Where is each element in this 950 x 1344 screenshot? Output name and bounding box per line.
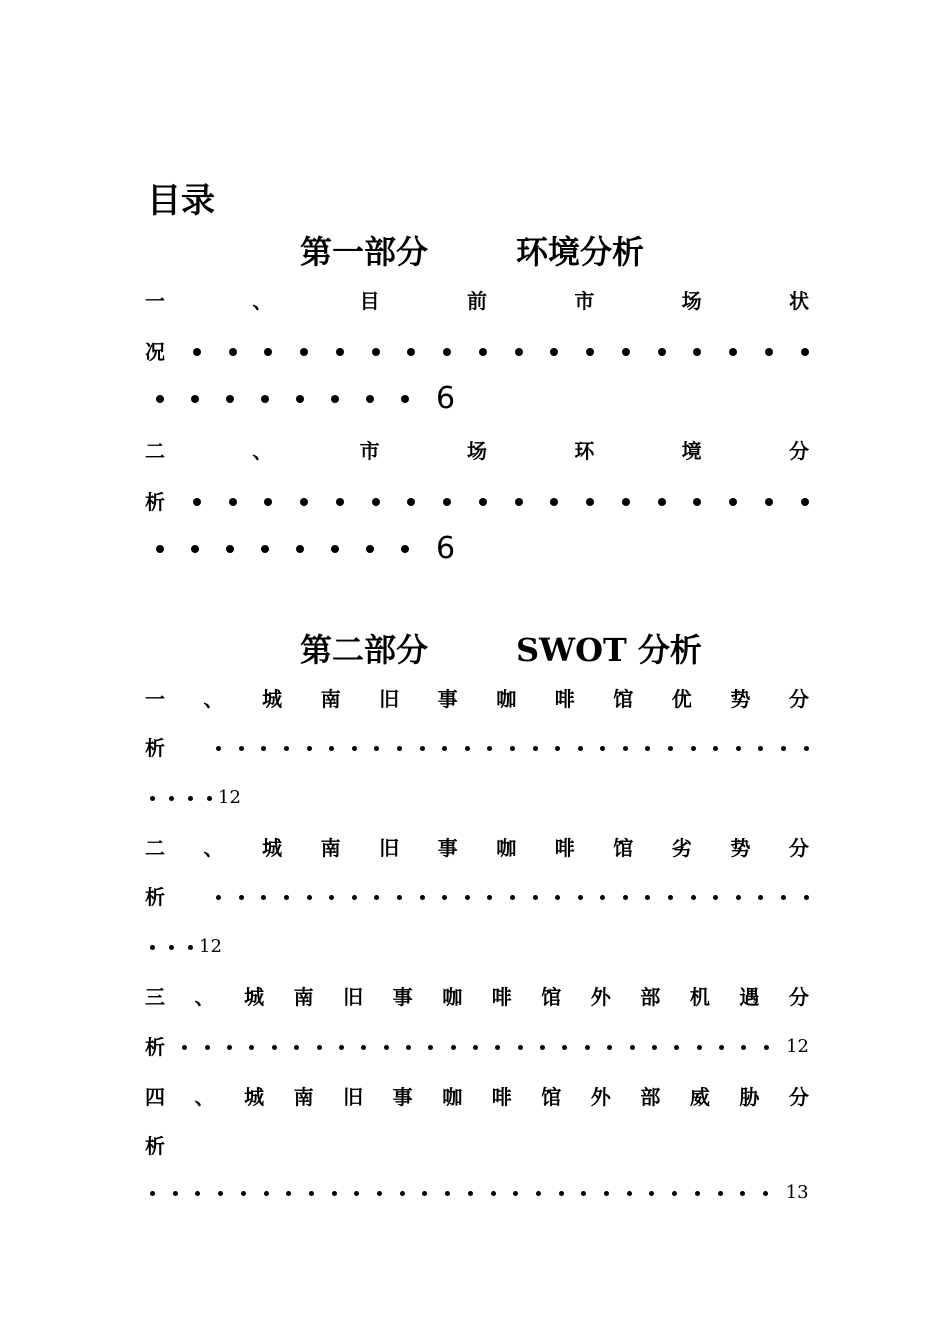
toc-char: 优 bbox=[671, 687, 692, 711]
toc-entry-1-1[interactable] bbox=[145, 286, 809, 316]
leader-dot bbox=[169, 796, 174, 801]
leader-dot bbox=[604, 1191, 609, 1196]
toc-char: 市 bbox=[359, 439, 380, 463]
toc-char: 咖 bbox=[496, 836, 517, 860]
leader-dot bbox=[372, 498, 380, 506]
leader-dot bbox=[781, 746, 786, 751]
toc-char: 咖 bbox=[442, 1085, 463, 1109]
toc-char: 馆 bbox=[613, 687, 634, 711]
leader-dot bbox=[465, 746, 470, 751]
leader-dot bbox=[191, 395, 199, 403]
leader-dot bbox=[562, 1045, 567, 1050]
leader-dot bbox=[300, 498, 308, 506]
toc-char: 境 bbox=[681, 439, 702, 463]
leader-dot bbox=[264, 348, 272, 356]
leader-dot bbox=[422, 1191, 427, 1196]
toc-char: 南 bbox=[293, 1085, 314, 1109]
leader-dot bbox=[261, 545, 269, 553]
leader-dot bbox=[510, 895, 515, 900]
leader-dot bbox=[317, 1045, 322, 1050]
leader-dot bbox=[354, 1191, 359, 1196]
leader-dot bbox=[479, 498, 487, 506]
toc-char: 部 bbox=[640, 1085, 661, 1109]
toc-char: 场 bbox=[466, 439, 487, 463]
leader-dot bbox=[193, 348, 201, 356]
leader-dot bbox=[555, 895, 560, 900]
toc-char: 势 bbox=[730, 836, 751, 860]
leader-dot bbox=[331, 395, 339, 403]
leader-dot bbox=[581, 1191, 586, 1196]
leader-dot bbox=[226, 545, 234, 553]
leader-dot bbox=[473, 1045, 478, 1050]
leader-dot bbox=[713, 895, 718, 900]
leader-dot bbox=[533, 746, 538, 751]
leader-dot bbox=[229, 348, 237, 356]
toc-char: 外 bbox=[590, 985, 611, 1009]
leader-dot bbox=[736, 746, 741, 751]
leader-dot bbox=[300, 348, 308, 356]
leader-dot bbox=[442, 746, 447, 751]
leader-dot bbox=[366, 395, 374, 403]
toc-char: 馆 bbox=[541, 1085, 562, 1109]
toc-char: 城 bbox=[244, 985, 265, 1009]
leader-dot bbox=[336, 498, 344, 506]
toc-char: 胁 bbox=[739, 1085, 760, 1109]
part1-heading bbox=[300, 230, 644, 274]
toc-entry-2-1[interactable] bbox=[145, 684, 809, 714]
toc-char: 析 bbox=[145, 1035, 165, 1059]
leader-dot bbox=[801, 498, 809, 506]
leader-dot bbox=[329, 746, 334, 751]
leader-dot bbox=[406, 1045, 411, 1050]
toc-char: 市 bbox=[574, 289, 595, 313]
leader-dot bbox=[261, 395, 269, 403]
toc-leader-row bbox=[145, 487, 809, 517]
leader-dot bbox=[226, 395, 234, 403]
leader-dot bbox=[658, 498, 666, 506]
leader-dot bbox=[451, 1045, 456, 1050]
toc-char: 啡 bbox=[491, 1085, 512, 1109]
leader-dot bbox=[205, 1045, 210, 1050]
leader-dot bbox=[169, 945, 174, 950]
leader-dot bbox=[420, 895, 425, 900]
leader-dot bbox=[510, 746, 515, 751]
leader-dot bbox=[623, 895, 628, 900]
leader-dot bbox=[764, 1045, 769, 1050]
leader-dot bbox=[261, 746, 266, 751]
page-number: 12 bbox=[199, 936, 222, 957]
toc-leader-row bbox=[145, 1032, 809, 1062]
toc-char: 遇 bbox=[739, 985, 760, 1009]
leader-dot bbox=[331, 545, 339, 553]
leader-dot bbox=[193, 498, 201, 506]
leader-dot bbox=[801, 348, 809, 356]
leader-dot bbox=[668, 895, 673, 900]
leader-dot bbox=[188, 796, 193, 801]
leader-dot bbox=[622, 348, 630, 356]
leader-dot bbox=[239, 895, 244, 900]
leader-dot bbox=[693, 498, 701, 506]
leader-dot bbox=[550, 348, 558, 356]
leader-dot bbox=[264, 498, 272, 506]
leader-dot bbox=[518, 1045, 523, 1050]
leader-dot bbox=[586, 498, 594, 506]
leader-dot bbox=[658, 348, 666, 356]
toc-leader-row bbox=[156, 382, 455, 416]
leader-dot bbox=[804, 746, 809, 751]
leader-dot bbox=[241, 1191, 246, 1196]
leader-dot bbox=[443, 348, 451, 356]
leader-dot bbox=[366, 545, 374, 553]
toc-leader-row bbox=[145, 882, 809, 912]
leader-dot bbox=[691, 895, 696, 900]
leader-dot bbox=[296, 395, 304, 403]
leader-dot bbox=[495, 1045, 500, 1050]
toc-char: 环 bbox=[574, 439, 595, 463]
leader-dot bbox=[765, 498, 773, 506]
toc-title: 目录 bbox=[147, 181, 215, 221]
leader-dot bbox=[188, 945, 193, 950]
leader-dot bbox=[559, 1191, 564, 1196]
toc-leader-row bbox=[150, 1181, 809, 1205]
leader-dot bbox=[729, 498, 737, 506]
toc-entry-2-3[interactable] bbox=[145, 982, 809, 1012]
page-number: 6 bbox=[436, 381, 456, 416]
leader-dot bbox=[645, 895, 650, 900]
toc-char: 啡 bbox=[554, 836, 575, 860]
leader-dot bbox=[401, 545, 409, 553]
leader-dot bbox=[468, 1191, 473, 1196]
leader-dot bbox=[672, 1191, 677, 1196]
page-number: 12 bbox=[218, 787, 241, 808]
toc-char: 、 bbox=[203, 687, 224, 711]
leader-dot bbox=[695, 1191, 700, 1196]
leader-dot bbox=[182, 1045, 187, 1050]
toc-leader-row bbox=[145, 337, 809, 367]
toc-char: 城 bbox=[244, 1085, 265, 1109]
toc-char: 一 bbox=[145, 289, 165, 313]
toc-leader-row bbox=[145, 733, 809, 763]
toc-char: 旧 bbox=[379, 687, 400, 711]
leader-dot bbox=[445, 1191, 450, 1196]
leader-dot bbox=[156, 395, 164, 403]
toc-char: 南 bbox=[320, 836, 341, 860]
toc-char: 南 bbox=[320, 687, 341, 711]
toc-entry-1-2[interactable] bbox=[145, 436, 809, 466]
toc-char: 啡 bbox=[491, 985, 512, 1009]
part2-heading bbox=[300, 628, 702, 672]
part1-label: 第一部分 bbox=[300, 233, 429, 271]
leader-dot bbox=[729, 348, 737, 356]
leader-dot bbox=[264, 1191, 269, 1196]
toc-entry-2-4[interactable] bbox=[145, 1082, 809, 1112]
toc-char: 场 bbox=[681, 289, 702, 313]
leader-dot bbox=[533, 895, 538, 900]
leader-dot bbox=[218, 1191, 223, 1196]
leader-dot bbox=[649, 1191, 654, 1196]
toc-char: 威 bbox=[689, 1085, 710, 1109]
leader-dot bbox=[286, 1191, 291, 1196]
leader-dot bbox=[555, 746, 560, 751]
part2-label: 第二部分 bbox=[300, 631, 429, 669]
leader-dot bbox=[740, 1191, 745, 1196]
toc-char: 部 bbox=[640, 985, 661, 1009]
toc-char: 析 bbox=[145, 736, 165, 760]
leader-dot bbox=[284, 746, 289, 751]
leader-dot bbox=[294, 1045, 299, 1050]
leader-dot bbox=[622, 498, 630, 506]
leader-dot bbox=[719, 1045, 724, 1050]
leader-dot bbox=[397, 746, 402, 751]
leader-dot bbox=[150, 945, 155, 950]
leader-dot bbox=[479, 348, 487, 356]
toc-leader-row bbox=[156, 532, 455, 566]
leader-dot bbox=[249, 1045, 254, 1050]
leader-dot bbox=[407, 498, 415, 506]
leader-dot bbox=[691, 746, 696, 751]
leader-dot bbox=[607, 1045, 612, 1050]
leader-dot bbox=[336, 348, 344, 356]
leader-dot bbox=[578, 895, 583, 900]
toc-char: 事 bbox=[392, 1085, 413, 1109]
leader-dot bbox=[718, 1191, 723, 1196]
toc-char: 况 bbox=[145, 340, 165, 364]
leader-dot bbox=[693, 348, 701, 356]
leader-dot bbox=[652, 1045, 657, 1050]
page-number: 13 bbox=[785, 1182, 809, 1203]
toc-char: 二 bbox=[145, 836, 165, 860]
part1-name: 环境分析 bbox=[516, 233, 645, 271]
leader-dot bbox=[150, 1191, 155, 1196]
toc-char: 势 bbox=[730, 687, 751, 711]
leader-dot bbox=[377, 1191, 382, 1196]
leader-dot bbox=[384, 1045, 389, 1050]
leader-dot bbox=[420, 746, 425, 751]
toc-char: 目 bbox=[359, 289, 380, 313]
toc-char: 分 bbox=[788, 687, 809, 711]
toc-char: 馆 bbox=[541, 985, 562, 1009]
leader-dot bbox=[585, 1045, 590, 1050]
toc-char: 咖 bbox=[496, 687, 517, 711]
leader-dot bbox=[150, 796, 155, 801]
toc-char: 旧 bbox=[343, 1085, 364, 1109]
toc-char: 旧 bbox=[343, 985, 364, 1009]
toc-leader-row bbox=[150, 935, 222, 959]
leader-dot bbox=[352, 895, 357, 900]
leader-dot bbox=[173, 1191, 178, 1196]
leader-dot bbox=[578, 746, 583, 751]
toc-char: 啡 bbox=[554, 687, 575, 711]
leader-dot bbox=[763, 1191, 768, 1196]
leader-dot bbox=[741, 1045, 746, 1050]
leader-dot bbox=[307, 746, 312, 751]
leader-dot bbox=[668, 746, 673, 751]
toc-char: 旧 bbox=[379, 836, 400, 860]
leader-dot bbox=[627, 1191, 632, 1196]
toc-char: 城 bbox=[262, 836, 283, 860]
toc-entry-2-2[interactable] bbox=[145, 833, 809, 863]
leader-dot bbox=[586, 348, 594, 356]
leader-dot bbox=[645, 746, 650, 751]
toc-char: 事 bbox=[437, 687, 458, 711]
toc-char: 、 bbox=[194, 1085, 215, 1109]
leader-dot bbox=[491, 1191, 496, 1196]
leader-dot bbox=[352, 746, 357, 751]
toc-char: 析 bbox=[145, 885, 165, 909]
toc-leader-row bbox=[150, 786, 241, 810]
leader-dot bbox=[515, 348, 523, 356]
toc-char: 、 bbox=[194, 985, 215, 1009]
leader-dot bbox=[332, 1191, 337, 1196]
leader-dot bbox=[272, 1045, 277, 1050]
leader-dot bbox=[442, 895, 447, 900]
leader-dot bbox=[339, 1045, 344, 1050]
leader-dot bbox=[307, 895, 312, 900]
leader-dot bbox=[758, 746, 763, 751]
toc-char: 状 bbox=[788, 289, 809, 313]
leader-dot bbox=[239, 746, 244, 751]
toc-char: 析 bbox=[145, 1134, 165, 1158]
leader-dot bbox=[804, 895, 809, 900]
leader-dot bbox=[674, 1045, 679, 1050]
leader-dot bbox=[781, 895, 786, 900]
leader-dot bbox=[407, 348, 415, 356]
leader-dot bbox=[401, 395, 409, 403]
page-number: 12 bbox=[786, 1036, 809, 1057]
toc-char: 分 bbox=[788, 985, 809, 1009]
leader-dot bbox=[227, 1045, 232, 1050]
toc-char: 馆 bbox=[613, 836, 634, 860]
leader-dot bbox=[630, 1045, 635, 1050]
toc-char: 三 bbox=[145, 985, 165, 1009]
toc-char: 析 bbox=[145, 490, 165, 514]
toc-char: 分 bbox=[788, 439, 809, 463]
leader-dot bbox=[736, 895, 741, 900]
leader-dot bbox=[758, 895, 763, 900]
leader-dot bbox=[195, 1191, 200, 1196]
leader-dot bbox=[207, 796, 212, 801]
toc-char: 、 bbox=[252, 289, 273, 313]
toc-char: 、 bbox=[203, 836, 224, 860]
toc-char: 事 bbox=[392, 985, 413, 1009]
leader-dot bbox=[400, 1191, 405, 1196]
toc-char: 机 bbox=[689, 985, 710, 1009]
toc-char: 事 bbox=[437, 836, 458, 860]
leader-dot bbox=[765, 348, 773, 356]
toc-char: 二 bbox=[145, 439, 165, 463]
leader-dot bbox=[191, 545, 199, 553]
leader-dot bbox=[487, 746, 492, 751]
leader-dot bbox=[487, 895, 492, 900]
leader-dot bbox=[374, 746, 379, 751]
toc-char: 四 bbox=[145, 1085, 165, 1109]
leader-dot bbox=[156, 545, 164, 553]
leader-dot bbox=[515, 498, 523, 506]
leader-dot bbox=[540, 1045, 545, 1050]
leader-dot bbox=[713, 746, 718, 751]
leader-dot bbox=[329, 895, 334, 900]
part2-name: SWOT 分析 bbox=[516, 631, 702, 669]
leader-dot bbox=[261, 895, 266, 900]
toc-char: 分 bbox=[788, 836, 809, 860]
toc-char: 外 bbox=[590, 1085, 611, 1109]
leader-dot bbox=[513, 1191, 518, 1196]
leader-dot bbox=[550, 498, 558, 506]
leader-dot bbox=[600, 746, 605, 751]
leader-dot bbox=[309, 1191, 314, 1196]
leader-dot bbox=[465, 895, 470, 900]
leader-dot bbox=[374, 895, 379, 900]
toc-char: 咖 bbox=[442, 985, 463, 1009]
toc-char: 分 bbox=[788, 1085, 809, 1109]
leader-dot bbox=[697, 1045, 702, 1050]
leader-dot bbox=[536, 1191, 541, 1196]
toc-char: 劣 bbox=[671, 836, 692, 860]
toc-char: 城 bbox=[262, 687, 283, 711]
leader-dot bbox=[428, 1045, 433, 1050]
toc-char: 一 bbox=[145, 687, 165, 711]
leader-dot bbox=[443, 498, 451, 506]
leader-dot bbox=[361, 1045, 366, 1050]
page-number: 6 bbox=[436, 531, 456, 566]
leader-dot bbox=[296, 545, 304, 553]
leader-dot bbox=[216, 895, 221, 900]
leader-dot bbox=[229, 498, 237, 506]
toc-char: 南 bbox=[293, 985, 314, 1009]
toc-char: 前 bbox=[466, 289, 487, 313]
leader-dot bbox=[284, 895, 289, 900]
toc-char: 、 bbox=[252, 439, 273, 463]
leader-dot bbox=[397, 895, 402, 900]
leader-dot bbox=[216, 746, 221, 751]
leader-dot bbox=[372, 348, 380, 356]
leader-dot bbox=[623, 746, 628, 751]
leader-dot bbox=[600, 895, 605, 900]
